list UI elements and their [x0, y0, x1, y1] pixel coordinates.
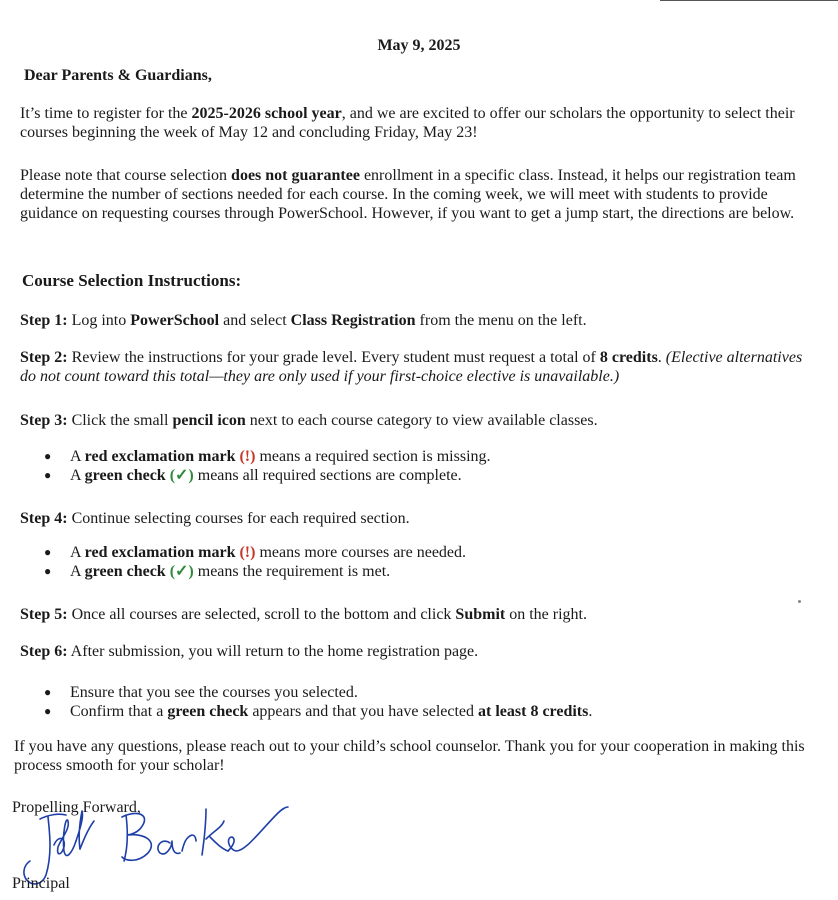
step-3-text-c: next to each course category to view available classes. — [245, 412, 598, 429]
step-1-text-c: and select — [219, 312, 291, 329]
bullet-text: Confirm that a — [70, 703, 168, 720]
scan-artifact — [798, 600, 801, 603]
exclamation-icon: (!) — [239, 544, 256, 561]
note-text-c: enrollment in a specific class. Instead, it helps our registration team determine the number of sections needed for each course. In the coming week, we will meet with students to provide guidance on requesting courses through PowerSchool. However, if you want to get a jump start, the directions are below. — [20, 167, 796, 222]
step-2 — [20, 348, 820, 386]
bullet-text: A — [70, 467, 85, 484]
bullet-text: A — [70, 544, 85, 561]
check-icon: (✓) — [169, 563, 194, 580]
elective-note: (Elective alternatives do not count toward this total—they are only used if your first-choice elective is unavailable.) — [20, 349, 803, 385]
class-registration-text: Class Registration — [290, 312, 416, 329]
bullet-text: means the requirement is met. — [193, 563, 391, 580]
not-guarantee-text: does not guarantee — [231, 167, 360, 184]
bullet-text: Ensure that you see the courses you selected. — [70, 684, 358, 701]
step-6-text: After submission, you will return to the home registration page. — [67, 643, 479, 660]
step-1-label: Step 1: — [20, 312, 68, 329]
step-1 — [20, 311, 820, 330]
step-3-text-a: Click the small — [67, 412, 173, 429]
exclamation-icon: (!) — [239, 448, 256, 465]
step-2-text-c: . — [657, 349, 666, 366]
step-4 — [20, 509, 820, 528]
step-1-text-e: from the menu on the left. — [415, 312, 587, 329]
step-3 — [20, 411, 820, 430]
step-4-label: Step 4: — [20, 510, 68, 527]
note-text-a: Please note that course selection — [20, 167, 232, 184]
intro-paragraph — [20, 104, 820, 142]
green-check-label: green check — [84, 467, 166, 484]
step-5 — [20, 605, 820, 624]
list-item — [44, 466, 491, 485]
closing-paragraph: If you have any questions, please reach out to your child’s school counselor. Thank you for your cooperation in making this process smooth for your scholar! — [14, 738, 805, 774]
list-item — [44, 683, 592, 702]
step-6-bullets — [44, 683, 592, 721]
intro-text-a: It’s time to register for the — [20, 105, 192, 122]
step-1-text-a: Log into — [67, 312, 131, 329]
scan-edge-line — [660, 0, 838, 1]
step-3-label: Step 3: — [20, 412, 68, 429]
submit-text: Submit — [455, 606, 506, 623]
red-mark-label: red exclamation mark — [84, 544, 236, 561]
instructions-heading: Course Selection Instructions: — [22, 271, 242, 290]
bullet-text: appears and that you have selected — [248, 703, 479, 720]
note-paragraph — [20, 166, 820, 223]
step-5-text-a: Once all courses are selected, scroll to the bottom and click — [67, 606, 456, 623]
step-5-text-c: on the right. — [505, 606, 587, 623]
signer-title: Principal — [12, 875, 70, 892]
bullet-text: means more courses are needed. — [255, 544, 467, 561]
school-year: 2025-2026 school year — [191, 105, 342, 122]
list-item — [44, 447, 491, 466]
pencil-icon-text: pencil icon — [172, 412, 246, 429]
letter-date: May 9, 2025 — [377, 37, 461, 54]
list-item — [44, 702, 592, 721]
sign-off: Propelling Forward, — [12, 799, 141, 816]
step-5-label: Step 5: — [20, 606, 68, 623]
step-6-label: Step 6: — [20, 643, 68, 660]
step-4-bullets — [44, 543, 466, 581]
min-credits-text: at least 8 credits — [478, 703, 589, 720]
intro-text-c: , and we are excited to offer our scholars the opportunity to select their courses beginning the week of May 12 and concluding Friday, May 23! — [20, 105, 795, 141]
step-3-bullets — [44, 447, 491, 485]
bullet-text: . — [588, 703, 593, 720]
red-mark-label: red exclamation mark — [84, 448, 236, 465]
bullet-text: means a required section is missing. — [255, 448, 491, 465]
list-item — [44, 562, 466, 581]
step-2-text-a: Review the instructions for your grade level. Every student must request a total of — [67, 349, 600, 366]
credits-text: 8 credits — [599, 349, 658, 366]
bullet-text: A — [70, 448, 85, 465]
check-icon: (✓) — [169, 467, 194, 484]
powerschool-text: PowerSchool — [130, 312, 220, 329]
step-2-label: Step 2: — [20, 349, 68, 366]
green-check-label: green check — [167, 703, 249, 720]
step-4-text: Continue selecting courses for each required section. — [67, 510, 410, 527]
list-item — [44, 543, 466, 562]
bullet-text: A — [70, 563, 85, 580]
salutation: Dear Parents & Guardians, — [24, 67, 212, 84]
step-6 — [20, 642, 820, 661]
green-check-label: green check — [84, 563, 166, 580]
bullet-text: means all required sections are complete. — [193, 467, 462, 484]
